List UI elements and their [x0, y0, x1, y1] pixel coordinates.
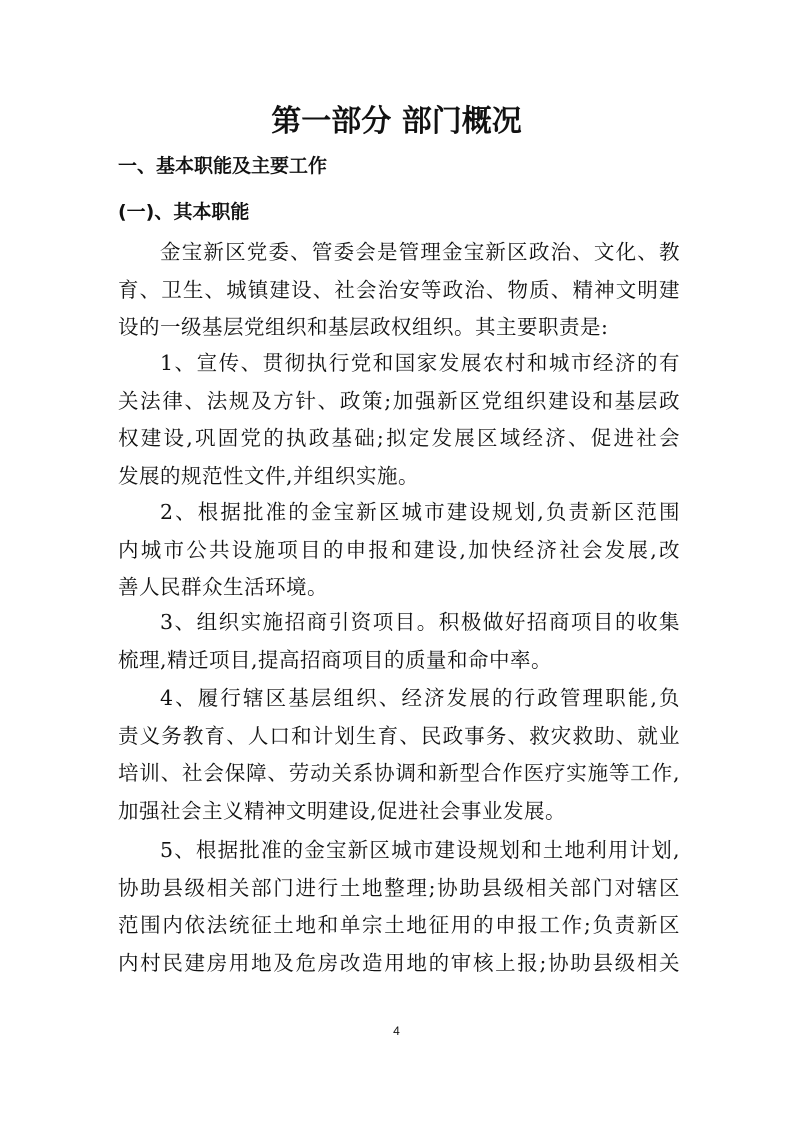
paragraph-line: 梳理,精迁项目,提高招商项目的质量和命中率。 [118, 647, 553, 672]
paragraph-line: 培训、社会保障、劳动关系协调和新型合作医疗实施等工作, [118, 761, 680, 785]
paragraph-line: 发展的规范性文件,并组织实施。 [118, 463, 420, 488]
paragraph-line: 4、履行辖区基层组织、经济发展的行政管理职能,负 [160, 686, 680, 710]
section-heading: 一、基本职能及主要工作 [118, 155, 328, 177]
paragraph-line: 关法律、法规及方针、政策;加强新区党组织建设和基层政 [118, 388, 680, 413]
paragraph-line: 范围内依法统征土地和单宗土地征用的申报工作;负责新区 [118, 913, 680, 937]
paragraph-line: 1、宣传、贯彻执行党和国家发展农村和城市经济的有 [160, 351, 680, 375]
paragraph-duty-2 [118, 494, 680, 607]
paragraph-line: 加强社会主义精神文明建设,促进社会事业发展。 [118, 798, 567, 823]
paragraph-line: 协助县级相关部门进行土地整理;协助县级相关部门对辖区 [118, 875, 680, 900]
paragraph-line: 设的一级基层党组织和基层政权组织。其主要职责是: [118, 315, 609, 339]
paragraph-line: 善人民群众生活环境。 [118, 575, 328, 599]
paragraph-line: 育、卫生、城镇建设、社会治安等政治、物质、精神文明建 [118, 277, 680, 302]
paragraph-intro [118, 234, 680, 347]
paragraph-line: 金宝新区党委、管委会是管理金宝新区政治、文化、教 [160, 240, 680, 264]
paragraph-duty-5 [118, 832, 680, 982]
paragraph-line: 责义务教育、人口和计划生育、民政事务、救灾救助、就业 [118, 723, 680, 748]
paragraph-duty-3 [118, 604, 680, 679]
paragraph-line: 内村民建房用地及危房改造用地的审核上报;协助县级相关 [118, 950, 680, 975]
page-title: 第一部分 部门概况 [271, 104, 522, 139]
paragraph-line: 3、组织实施招商引资项目。积极做好招商项目的收集 [160, 610, 680, 634]
paragraph-line: 2、根据批准的金宝新区城市建设规划,负责新区范围 [160, 500, 680, 524]
subsection-heading: (一)、其本职能 [118, 201, 250, 223]
paragraph-line: 5、根据批准的金宝新区城市建设规划和土地利用计划, [160, 838, 680, 862]
paragraph-line: 权建设,巩固党的执政基础;拟定发展区域经济、促进社会 [118, 426, 680, 450]
paragraph-duty-1 [118, 345, 680, 495]
page-number: 4 [393, 1024, 400, 1038]
paragraph-line: 内城市公共设施项目的申报和建设,加快经济社会发展,改 [118, 537, 680, 562]
paragraph-duty-4 [118, 680, 680, 830]
